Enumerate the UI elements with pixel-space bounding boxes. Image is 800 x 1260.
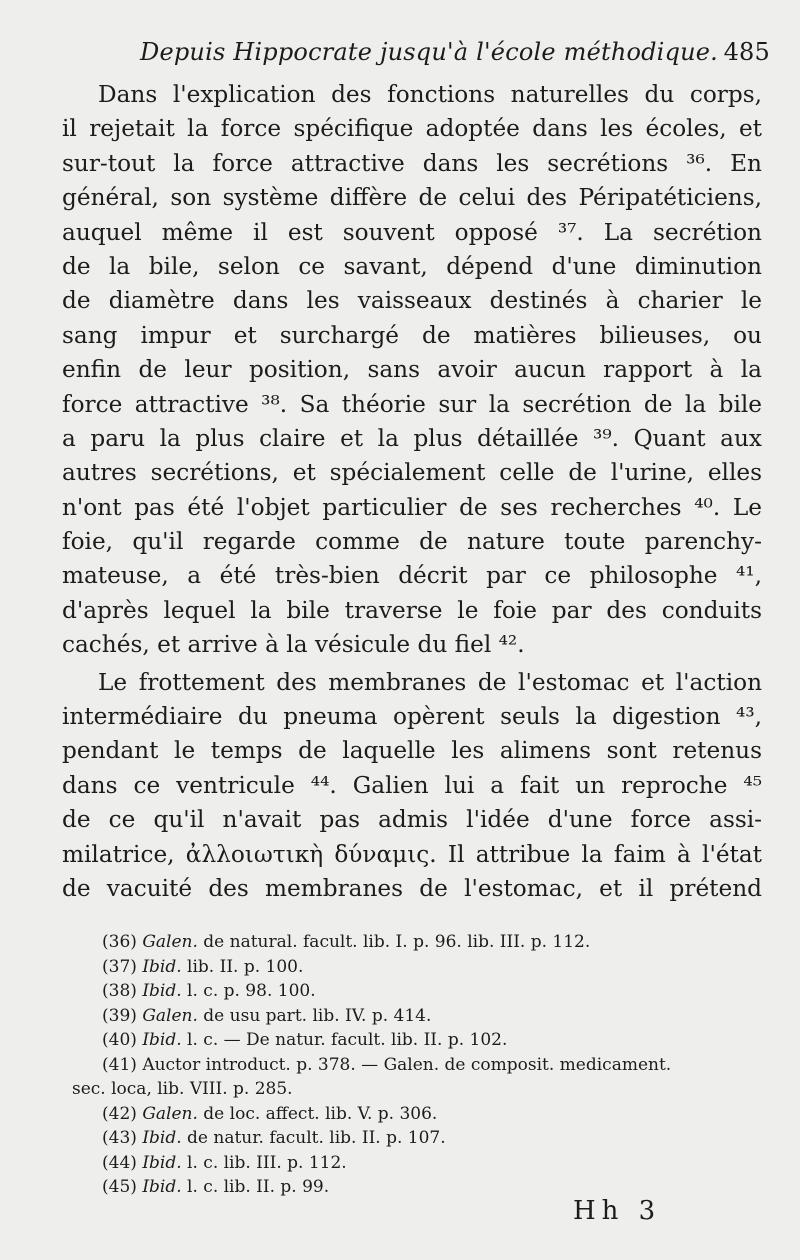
- footnote-number: (38): [102, 981, 137, 1001]
- text-line: mateuse, a été très-bien décrit par ce philosophe ⁴¹,: [62, 562, 762, 590]
- footnote: [68, 1028, 768, 1053]
- text-line: Dans l'explication des fonctions naturelles du corps,: [98, 81, 762, 108]
- footnote-number: (39): [102, 1005, 137, 1026]
- text-line: autres secrétions, et spécialement celle de l'urine, elles: [62, 459, 762, 487]
- signature-mark: Hh 3: [573, 1196, 662, 1226]
- text-line: Le frottement des membranes de l'estomac et l'action: [98, 668, 762, 696]
- text-line: force attractive ³⁸. Sa théorie sur la secrétion de la bile: [62, 390, 762, 418]
- text-line: enfin de leur position, sans avoir aucun rapport à la: [62, 356, 762, 384]
- text-line: sur-tout la force attractive dans les secrétions ³⁶. En: [62, 149, 762, 177]
- footnote: [68, 1151, 768, 1176]
- text-line: dans ce ventricule ⁴⁴. Galien lui a fait un reproche ⁴⁵: [62, 771, 762, 799]
- running-header: [140, 38, 770, 66]
- footnote-number: (42): [102, 1103, 137, 1124]
- paragraph: [62, 666, 762, 907]
- footnote: [68, 1126, 768, 1151]
- footnote-number: (45): [102, 1177, 137, 1197]
- footnote-ref: Ibid.: [142, 1177, 182, 1197]
- footnote-number: (43): [102, 1128, 137, 1148]
- paragraph: [62, 78, 762, 663]
- text-line: milatrice, ἀλλοιωτικὴ δύναμις. Il attribue la faim à l'état: [62, 840, 762, 868]
- footnote: [68, 1004, 768, 1029]
- footnote-ref: Ibid.: [142, 1128, 182, 1148]
- text-line: sang impur et surchargé de matières bilieuses, ou: [62, 321, 762, 349]
- text-line: pendant le temps de laquelle les alimens sont retenus: [62, 737, 762, 765]
- footnote-ref: Ibid.: [142, 981, 182, 1001]
- footnote-text: Auctor introduct. p. 378. — Galen. de composit. medicament.: [142, 1054, 672, 1075]
- page-number: 485: [723, 38, 770, 66]
- footnote-number: (36): [102, 932, 137, 952]
- footnote: [68, 979, 768, 1004]
- text-line: d'après lequel la bile traverse le foie par des conduits: [62, 596, 762, 624]
- footnote-number: (44): [102, 1152, 137, 1173]
- footnote-text: sec. loca, lib. VIII. p. 285.: [72, 1079, 293, 1099]
- footnote-text: l. c. — De natur. facult. lib. II. p. 102.: [187, 1030, 508, 1050]
- footnote: [68, 955, 768, 980]
- text-line: foie, qu'il regarde comme de nature toute parenchy-: [62, 528, 762, 556]
- footnote-text: de usu part. lib. IV. p. 414.: [203, 1005, 432, 1026]
- footnote-text: l. c. lib. II. p. 99.: [187, 1177, 330, 1197]
- footnote-text: de loc. affect. lib. V. p. 306.: [203, 1103, 438, 1124]
- footnote: [68, 1053, 768, 1078]
- footnote-text: de natural. facult. lib. I. p. 96. lib. III. p. 112.: [203, 932, 591, 952]
- footnote-text: lib. II. p. 100.: [187, 956, 304, 977]
- footnote-ref: Ibid.: [142, 1030, 182, 1050]
- text-line: de diamètre dans les vaisseaux destinés à charier le: [62, 287, 762, 315]
- footnote-number: (37): [102, 956, 137, 977]
- text-line: de la bile, selon ce savant, dépend d'une diminution: [62, 252, 762, 280]
- footnote: [68, 930, 768, 955]
- footnote-number: (40): [102, 1030, 137, 1050]
- text-line: il rejetait la force spécifique adoptée dans les écoles, et: [62, 115, 762, 143]
- footnote-text: l. c. lib. III. p. 112.: [187, 1152, 347, 1173]
- running-title: Depuis Hippocrate jusqu'à l'école méthodique.: [140, 38, 719, 66]
- text-line: auquel même il est souvent opposé ³⁷. La secrétion: [62, 218, 762, 246]
- text-line: intermédiaire du pneuma opèrent seuls la digestion ⁴³,: [62, 703, 762, 731]
- footnote-ref: Ibid.: [142, 956, 182, 977]
- text-line: cachés, et arrive à la vésicule du fiel ⁴².: [62, 631, 525, 659]
- footnote-ref: Ibid.: [142, 1152, 182, 1173]
- footnote-ref: Galen.: [142, 1103, 198, 1124]
- footnote-text: de natur. facult. lib. II. p. 107.: [187, 1128, 446, 1148]
- text-line: général, son système diffère de celui des Péripatéticiens,: [62, 184, 762, 212]
- footnotes: [68, 930, 768, 1200]
- text-line: de vacuité des membranes de l'estomac, et il prétend: [62, 874, 762, 902]
- footnote-text: l. c. p. 98. 100.: [187, 981, 316, 1001]
- text-line: a paru la plus claire et la plus détaillée ³⁹. Quant aux: [62, 424, 762, 452]
- footnote: [68, 1175, 768, 1200]
- footnote-continuation: [68, 1077, 768, 1102]
- footnote: [68, 1102, 768, 1127]
- footnote-ref: Galen.: [142, 932, 198, 952]
- body-text: [62, 78, 762, 906]
- text-line: de ce qu'il n'avait pas admis l'idée d'une force assi-: [62, 806, 762, 834]
- footnote-number: (41): [102, 1054, 137, 1075]
- footnote-ref: Galen.: [142, 1005, 198, 1026]
- text-line: n'ont pas été l'objet particulier de ses recherches ⁴⁰. Le: [62, 493, 762, 521]
